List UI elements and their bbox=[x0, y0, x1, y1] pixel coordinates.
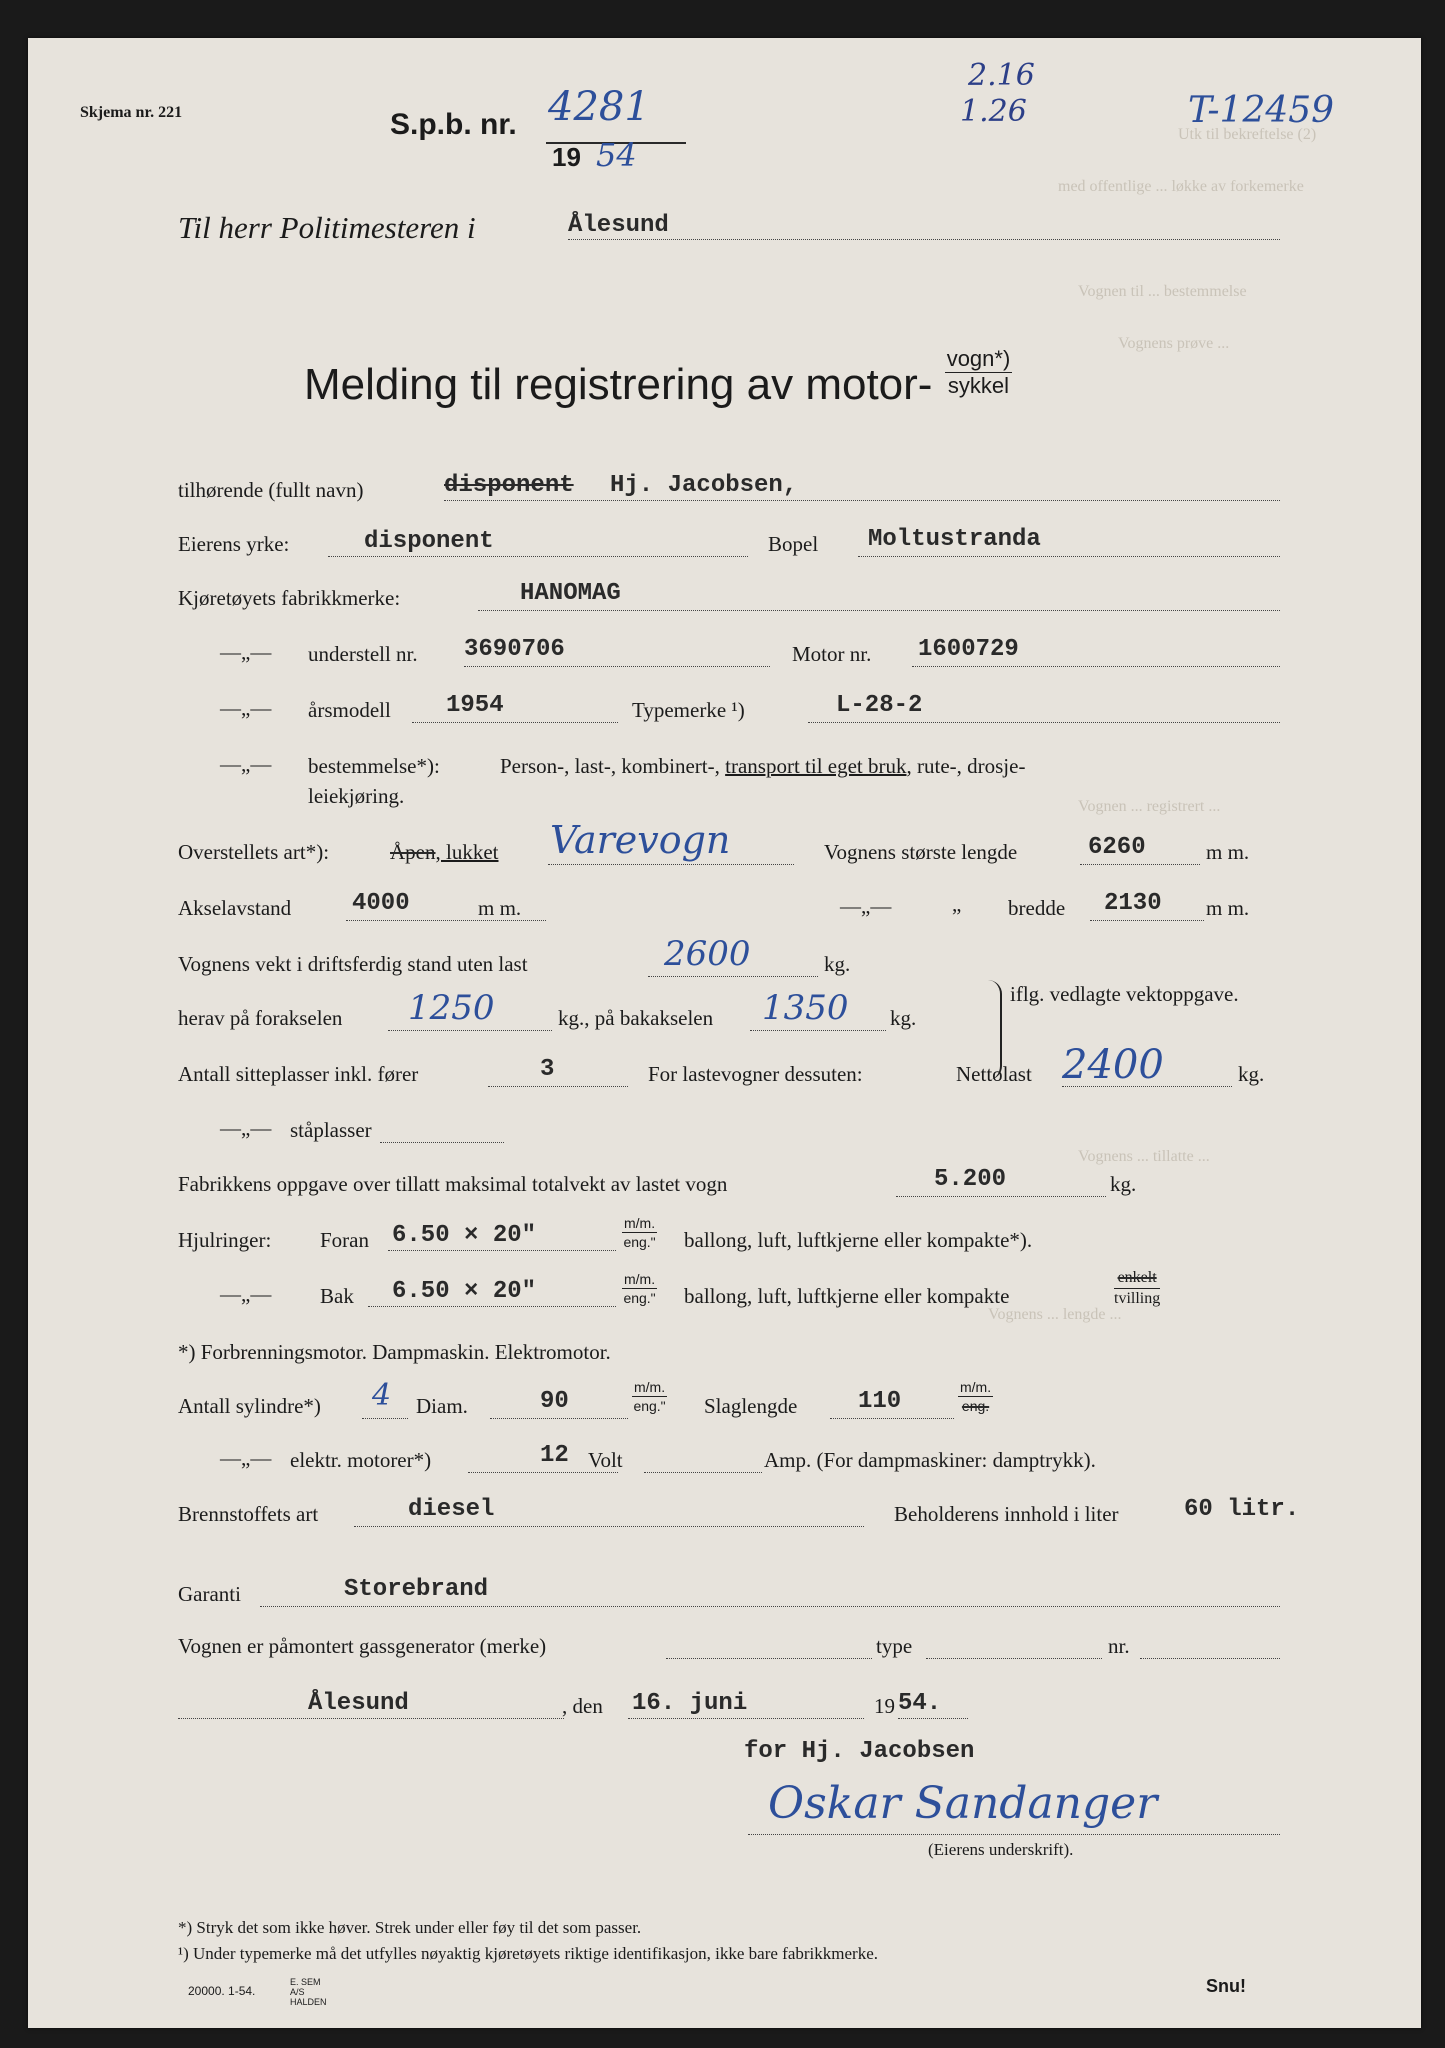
diameter-label: Diam. bbox=[416, 1394, 468, 1418]
spb-year-suffix: 54 bbox=[596, 136, 637, 174]
length-value: 6260 bbox=[1088, 834, 1146, 861]
year-value: 1954 bbox=[446, 692, 504, 719]
net-unit: kg. bbox=[1238, 1062, 1265, 1086]
front-wheel-value: 6.50 × 20" bbox=[392, 1222, 537, 1249]
type-value: L-28-2 bbox=[836, 692, 923, 719]
length-label: Vognens største lengde bbox=[824, 840, 1018, 864]
length-unit: m m. bbox=[1206, 840, 1250, 864]
amp-label: Amp. (For dampmaskiner: damptrykk). bbox=[764, 1448, 1096, 1472]
diameter-unit: $\frac{m/m.}{\text{eng."}}$ bbox=[633, 1379, 666, 1414]
front-wheel-label: Foran bbox=[320, 1228, 369, 1252]
warranty-value: Storebrand bbox=[344, 1576, 489, 1603]
maxweight-label: Fabrikkens oppgave over tillatt maksimal totalvekt av lastet vogn bbox=[178, 1172, 728, 1196]
tank-value: 60 litr. bbox=[1184, 1496, 1300, 1523]
reference-number: T-12459 bbox=[1188, 90, 1335, 131]
body-label: Overstellets art*): bbox=[178, 840, 330, 864]
note-top-2: 1.26 bbox=[960, 94, 1027, 129]
owner-signature: Oskar Sandanger bbox=[768, 1778, 1158, 1829]
maxweight-value: 5.200 bbox=[934, 1166, 1007, 1193]
net-value: 2400 bbox=[1062, 1042, 1164, 1088]
ditto-mark: —„— bbox=[220, 1446, 272, 1470]
volt-label: Volt bbox=[588, 1448, 623, 1472]
gas-type-label: type bbox=[876, 1634, 913, 1658]
axle-label: Akselavstand bbox=[178, 896, 292, 920]
ditto-mark: —„— bbox=[220, 696, 272, 720]
signing-for: for Hj. Jacobsen bbox=[744, 1738, 975, 1765]
purpose-line2: leiekjøring. bbox=[308, 784, 405, 808]
stroke-value: 110 bbox=[858, 1388, 902, 1415]
rear-wheel-unit: $\frac{m/m.}{\text{eng."}}$ bbox=[623, 1271, 656, 1306]
footnote-2: ¹) Under typemerke må det utfylles nøyaktig kjøretøyets riktige identifikasjon, ikke bare fabrikkmerke. bbox=[178, 1944, 878, 1963]
ditto-mark: —„— bbox=[220, 1282, 272, 1306]
owner-name: Hj. Jacobsen, bbox=[610, 472, 798, 499]
front-wheel-types: ballong, luft, luftkjerne eller kompakte*). bbox=[684, 1228, 1033, 1252]
purpose-label: bestemmelse*): bbox=[308, 754, 440, 778]
printer-mark: E. SEM A/S HALDEN bbox=[290, 1977, 327, 2007]
rear-axle-unit: kg. bbox=[890, 1006, 917, 1030]
motor-value: 1600729 bbox=[918, 636, 1019, 663]
spb-year-prefix: 19 bbox=[552, 142, 581, 172]
purpose-options: Person-, last-, kombinert-, transport til eget bruk, rute-, drosje- bbox=[500, 754, 1026, 778]
owner-label: tilhørende (fullt navn) bbox=[178, 478, 364, 502]
title-fraction: $\frac{\text{vogn*)}}{\text{sykkel}}$ bbox=[946, 346, 1011, 398]
engine-types: *) Forbrenningsmotor. Dampmaskin. Elektromotor. bbox=[178, 1340, 611, 1364]
cargo-label: For lastevogner dessuten: bbox=[648, 1062, 863, 1086]
spb-label: S.p.b. nr. bbox=[390, 108, 517, 141]
front-wheel-unit: $\frac{m/m.}{\text{eng."}}$ bbox=[623, 1215, 656, 1250]
axle-unit: m m. bbox=[478, 896, 522, 920]
rear-wheel-value: 6.50 × 20" bbox=[392, 1278, 537, 1305]
net-label: Nettolast bbox=[956, 1062, 1032, 1086]
weight-note: iflg. vedlagte vektoppgave. bbox=[1010, 982, 1239, 1006]
turn-over-note: Snu! bbox=[1206, 1976, 1246, 1996]
width-value: 2130 bbox=[1104, 890, 1162, 917]
tank-label: Beholderens innhold i liter bbox=[894, 1502, 1119, 1526]
width-label: bredde bbox=[1008, 896, 1066, 920]
cylinders-label: Antall sylindre*) bbox=[178, 1394, 321, 1418]
year-label: årsmodell bbox=[308, 698, 391, 722]
document-page: Utk til bekreftelse (2) med offentlige ... løkke av forkemerke Vognen til ... bestemmelse Vognens prøve ... Vognen ... registrert ... Vognens ... tillatte ... Vognens ... lengde ... Skjema nr. 221 S.p.b. nr. 4281 19 54 2.16 1.26 T-12459 Til herr Politimesteren i Ålesund Melding til registrering av motor- $\frac{\text{vogn*)}}{\text{sykkel}}$ tilhørende (fullt navn) disponent Hj. Jacobsen, Eierens yrke: disponent Bopel Moltustranda Kjøretøyets fabrikkmerke: HANOMAG —„— understell nr. 3690706 Motor nr. 1600729 —„— årsmodell 1954 Typemerke ¹) L-28-2 —„— bestemmelse*): Person-, last-, kombinert-, transport til eget bruk, rute-, drosje- leiekjøring. Overstellets art*): Åpen, lukket Varevogn Vognens største lengde 6260 m m. Akselavstand 4000 m m. —„— „ bredde 2130 m m. Vognens vekt i driftsferdig stand uten last 2600 kg. iflg. vedlagte vektoppgave. herav på forakselen 1250 kg., på bakakselen 1350 kg. Antall sitteplasser inkl. fører 3 For lastevogner dessuten: Nettolast 2400 kg. —„— ståplasser Fabrikkens oppgave over tillatt maksimal totalvekt av lastet vogn 5.200 kg. Hjulringer: Foran 6.50 × 20" $\frac{m/m.}{\text{eng."}}$ ballong, luft, luftkjerne eller kompakte*). —„— Bak 6.50 × 20" $\frac{m/m.}{\text{eng."}}$ ballong, luft, luftkjerne eller kompakte $\frac{\text{enkelt}}{\text{tvilling}}$ *) Forbrenningsmotor. Dampmaskin. Elektromotor. Antall sylindre*) 4 Diam. 90 $\frac{m/m.}{\text{eng."}}$ Slaglengde 110 $\frac{m/m.}{\text{eng.}}$ —„— elektr. motorer*) 12 Volt Amp. (For dampmaskiner: damptrykk). Brennstoffets art diesel Beholderens innhold i liter 60 litr. Garanti Storebrand Vognen er påmontert gassgenerator (merke) type nr. Ålesund , den 16. juni 19 54. for Hj. Jacobsen Oskar Sandanger (Eierens underskrift). *) Stryk det som ikke høver. Strek under eller føy til det som passer. ¹) Under typemerke må det utfylles nøyaktig kjøretøyets riktige identifikasjon, ikke bare fabrikkmerke. 20000. 1-54. E. SEM A/S HALDEN Snu! bbox=[28, 38, 1421, 2028]
occupation-value: disponent bbox=[364, 528, 494, 555]
form-title: Melding til registrering av motor- $\frac{\text{vogn*)}}{\text{sykkel}}$ bbox=[304, 346, 1011, 409]
front-axle-label: herav på forakselen bbox=[178, 1006, 343, 1030]
width-unit: m m. bbox=[1206, 896, 1250, 920]
address-value: Moltustranda bbox=[868, 526, 1041, 553]
rear-wheel-label: Bak bbox=[320, 1284, 354, 1308]
weight-unit: kg. bbox=[824, 952, 851, 976]
standing-label: ståplasser bbox=[290, 1118, 372, 1142]
gas-nr-label: nr. bbox=[1108, 1634, 1130, 1658]
cylinders-value: 4 bbox=[372, 1378, 392, 1413]
signing-date: 16. juni bbox=[632, 1690, 748, 1717]
signing-year: 54. bbox=[898, 1690, 942, 1717]
occupation-label: Eierens yrke: bbox=[178, 532, 290, 556]
electric-label: elektr. motorer*) bbox=[290, 1448, 432, 1472]
body-value: Varevogn bbox=[550, 818, 731, 862]
gas-label: Vognen er påmontert gassgenerator (merke) bbox=[178, 1634, 547, 1658]
stroke-unit: $\frac{m/m.}{\text{eng.}}$ bbox=[960, 1379, 992, 1414]
addressee-label: Til herr Politimesteren i bbox=[178, 210, 476, 245]
address-label: Bopel bbox=[768, 532, 819, 556]
front-axle-value: 1250 bbox=[408, 988, 495, 1028]
body-closed: , lukket bbox=[435, 840, 499, 864]
purpose-selected: transport til eget bruk bbox=[725, 754, 907, 778]
maxweight-unit: kg. bbox=[1110, 1172, 1137, 1196]
ditto-mark: —„— bbox=[220, 1116, 272, 1140]
footnote-1: *) Stryk det som ikke høver. Strek under eller føy til det som passer. bbox=[178, 1918, 642, 1937]
fuel-value: diesel bbox=[408, 1496, 495, 1523]
ditto-mark: —„— bbox=[220, 640, 272, 664]
rear-axle-label: kg., på bakakselen bbox=[558, 1006, 714, 1030]
ditto-mark: —„— bbox=[840, 894, 892, 918]
warranty-label: Garanti bbox=[178, 1582, 241, 1606]
seats-label: Antall sitteplasser inkl. fører bbox=[178, 1062, 419, 1086]
motor-label: Motor nr. bbox=[792, 642, 872, 666]
wheels-label: Hjulringer: bbox=[178, 1228, 272, 1252]
owner-struck: disponent bbox=[444, 472, 574, 499]
diameter-value: 90 bbox=[540, 1388, 569, 1415]
ditto-mark: —„— bbox=[220, 752, 272, 776]
axle-value: 4000 bbox=[352, 890, 410, 917]
signing-place: Ålesund bbox=[308, 1690, 409, 1717]
weight-value: 2600 bbox=[664, 934, 751, 974]
schema-number: Skjema nr. 221 bbox=[80, 104, 183, 121]
make-label: Kjøretøyets fabrikkmerke: bbox=[178, 586, 401, 610]
chassis-label: understell nr. bbox=[308, 642, 418, 666]
print-code: 20000. 1-54. bbox=[188, 1984, 256, 1998]
seats-value: 3 bbox=[540, 1056, 555, 1083]
chassis-value: 3690706 bbox=[464, 636, 565, 663]
fuel-label: Brennstoffets art bbox=[178, 1502, 319, 1526]
addressee-place: Ålesund bbox=[568, 212, 669, 239]
ditto-quote: „ bbox=[952, 892, 962, 916]
signature-caption: (Eierens underskrift). bbox=[928, 1840, 1074, 1859]
signing-year-prefix: 19 bbox=[874, 1694, 895, 1718]
note-top-1: 2.16 bbox=[968, 58, 1035, 93]
weight-label: Vognens vekt i driftsferdig stand uten last bbox=[178, 952, 528, 976]
rear-wheel-types: ballong, luft, luftkjerne eller kompakte bbox=[684, 1284, 1010, 1308]
type-label: Typemerke ¹) bbox=[632, 698, 745, 722]
spb-number: 4281 bbox=[548, 84, 650, 130]
volt-value: 12 bbox=[540, 1442, 569, 1469]
rear-axle-value: 1350 bbox=[762, 988, 849, 1028]
date-label: , den bbox=[562, 1694, 603, 1718]
stroke-label: Slaglengde bbox=[704, 1394, 798, 1418]
make-value: HANOMAG bbox=[520, 580, 621, 607]
rear-wheel-fraction: $\frac{\text{enkelt}}{\text{tvilling}}$ bbox=[1114, 1269, 1161, 1307]
body-struck: Åpen bbox=[390, 840, 436, 864]
